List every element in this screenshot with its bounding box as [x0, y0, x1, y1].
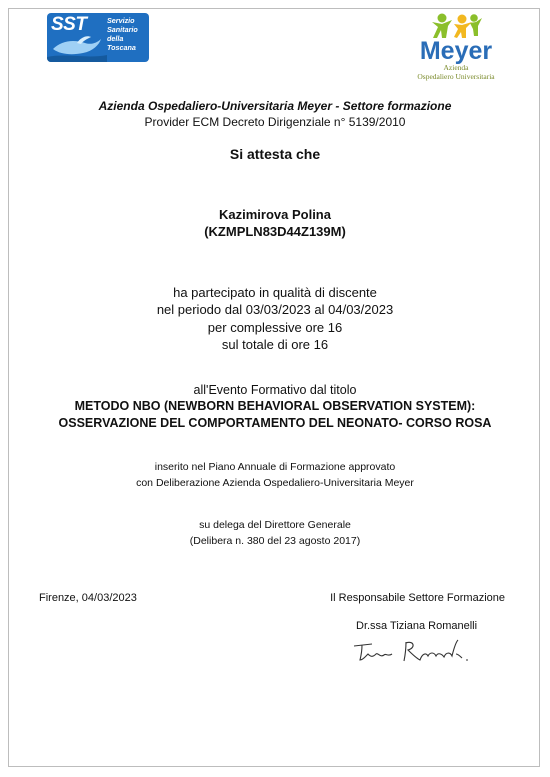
responsible-name: Dr.ssa Tiziana Romanelli: [356, 620, 478, 632]
provider-line: Provider ECM Decreto Dirigenziale n° 5139/2010: [144, 115, 406, 129]
attesta-heading: Si attesta che: [229, 146, 321, 162]
sst-letters: SST: [51, 14, 87, 35]
sst-logo-text: Servizio Sanitario della Toscana: [107, 16, 138, 52]
meyer-sub-1: Azienda: [443, 63, 469, 72]
meyer-logo: [408, 12, 504, 94]
delega-line-1: su delega del Direttore Generale: [199, 519, 351, 531]
event-title-line-1: METODO NBO (NEWBORN BEHAVIORAL OBSERVATION SYSTEM):: [74, 399, 476, 413]
piano-line-2: con Deliberazione Azienda Ospedaliero-Universitaria Meyer: [136, 477, 414, 489]
piano-line-1: inserito nel Piano Annuale di Formazione approvato: [154, 461, 396, 473]
participant-name: Kazimirova Polina: [219, 207, 331, 222]
signature-image: [350, 636, 480, 666]
participation-line-4: sul totale di ore 16: [221, 337, 329, 352]
place-date: Firenze, 04/03/2023: [39, 592, 137, 604]
meyer-sub-2: Ospedaliero Universitaria: [417, 71, 495, 81]
org-line: Azienda Ospedaliero-Universitaria Meyer - Settore formazione: [98, 99, 452, 113]
participation-line-3: per complessive ore 16: [207, 320, 343, 335]
participation-line-2: nel periodo dal 03/03/2023 al 04/03/2023: [156, 302, 394, 317]
participant-code: (KZMPLN83D44Z139M): [204, 224, 346, 239]
participation-line-1: ha partecipato in qualità di discente: [173, 285, 377, 300]
meyer-figures-icon: [428, 12, 484, 40]
responsible-title: Il Responsabile Settore Formazione: [330, 592, 505, 604]
delega-line-2: (Delibera n. 380 del 23 agosto 2017): [189, 535, 361, 547]
meyer-wordmark: Meyer: [419, 37, 493, 65]
sst-logo: [47, 13, 149, 62]
event-intro: all'Evento Formativo dal titolo: [193, 383, 357, 397]
event-title-line-2: OSSERVAZIONE DEL COMPORTAMENTO DEL NEONATO- CORSO ROSA: [58, 416, 492, 430]
